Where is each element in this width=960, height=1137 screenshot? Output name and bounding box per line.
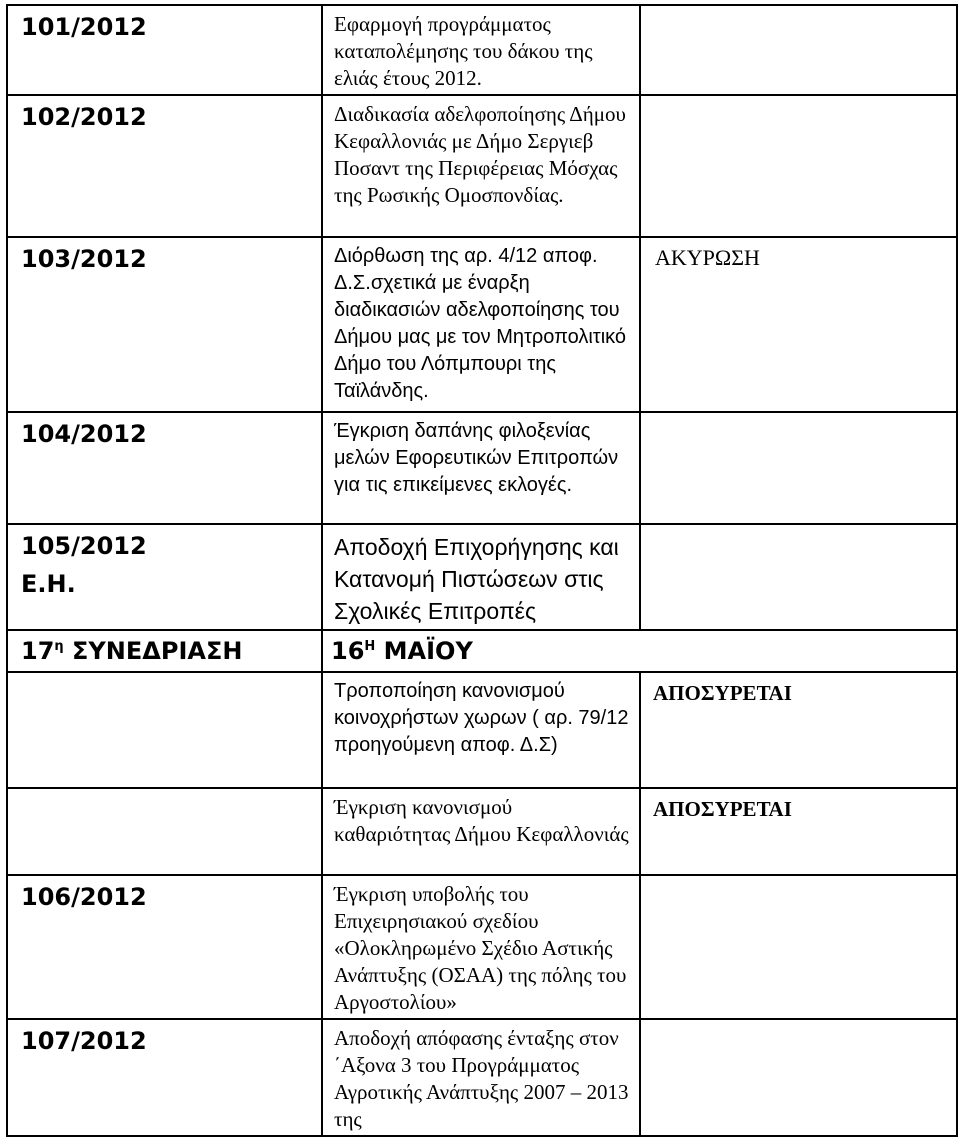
decision-subject: Έγκριση κανονισμού καθαριότητας Δήμου Κεφαλλονιάς	[322, 788, 640, 875]
decision-status	[640, 875, 957, 1019]
table-row	[7, 237, 957, 412]
decision-status	[640, 412, 957, 524]
table-row	[7, 1019, 957, 1136]
decision-status	[640, 5, 957, 95]
table-row	[7, 524, 957, 630]
decision-subject: Διαδικασία αδελφοποίησης Δήμου Κεφαλλονιάς με Δήμο Σεργιεβ Ποσαντ της Περιφέρειας Μόσχας της Ρωσικής Ομοσπονδίας.	[322, 95, 640, 237]
decisions-table	[6, 4, 958, 1137]
decision-status	[640, 95, 957, 237]
table-row	[7, 5, 957, 95]
decision-number: 107/2012	[7, 1019, 322, 1136]
decision-status: ΑΠΟΣΥΡΕΤΑΙ	[640, 788, 957, 875]
table-row	[7, 95, 957, 237]
decision-status: ΑΚΥΡΩΣΗ	[640, 237, 957, 412]
decision-subject: Έγκριση δαπάνης φιλοξενίας μελών Εφορευτικών Επιτροπών για τις επικείμενες εκλογές.	[322, 412, 640, 524]
decision-number: 106/2012	[7, 875, 322, 1019]
decision-status	[640, 524, 957, 630]
session-date: $16^H$ ΜΑΪΟΥ	[322, 630, 957, 672]
decision-number	[7, 788, 322, 875]
decision-subject: Αποδοχή Επιχορήγησης και Κατανομή Πιστώσεων στις Σχολικές Επιτροπές	[322, 524, 640, 630]
decision-number-note: Ε.Η.	[21, 570, 76, 598]
decision-subject: Εφαρμογή προγράμματος καταπολέμησης του δάκου της ελιάς έτους 2012.	[322, 5, 640, 95]
decision-subject: Έγκριση υποβολής του Επιχειρησιακού σχεδίου «Ολοκληρωμένο Σχέδιο Αστικής Ανάπτυξης (ΟΣΑΑ) της πόλης του Αργοστολίου»	[322, 875, 640, 1019]
decision-status: ΑΠΟΣΥΡΕΤΑΙ	[640, 672, 957, 788]
table-row	[7, 788, 957, 875]
decision-number	[7, 672, 322, 788]
decision-number: 101/2012	[7, 5, 322, 95]
decision-status	[640, 1019, 957, 1136]
decision-number: 104/2012	[7, 412, 322, 524]
session-number: $17^\eta$ ΣΥΝΕΔΡΙΑΣΗ	[7, 630, 322, 672]
session-header-row	[7, 630, 957, 672]
table-row	[7, 875, 957, 1019]
table-row	[7, 412, 957, 524]
decision-number: 102/2012	[7, 95, 322, 237]
table-row	[7, 672, 957, 788]
decision-number-cell	[7, 524, 322, 630]
decision-number: 105/2012	[21, 532, 147, 560]
decision-number: 103/2012	[7, 237, 322, 412]
decision-subject: Διόρθωση της αρ. 4/12 αποφ. Δ.Σ.σχετικά με έναρξη διαδικασιών αδελφοποίησης του Δήμου μας με τον Μητροπολιτικό Δήμο του Λόπμπουρι της Ταϊλάνδης.	[322, 237, 640, 412]
decision-subject: Τροποποίηση κανονισμού κοινοχρήστων χωρων ( αρ. 79/12 προηγούμενη αποφ. Δ.Σ)	[322, 672, 640, 788]
decision-subject: Αποδοχή απόφασης ένταξης στον ΄Αξονα 3 του Προγράμματος Αγροτικής Ανάπτυξης 2007 – 2013 της	[322, 1019, 640, 1136]
